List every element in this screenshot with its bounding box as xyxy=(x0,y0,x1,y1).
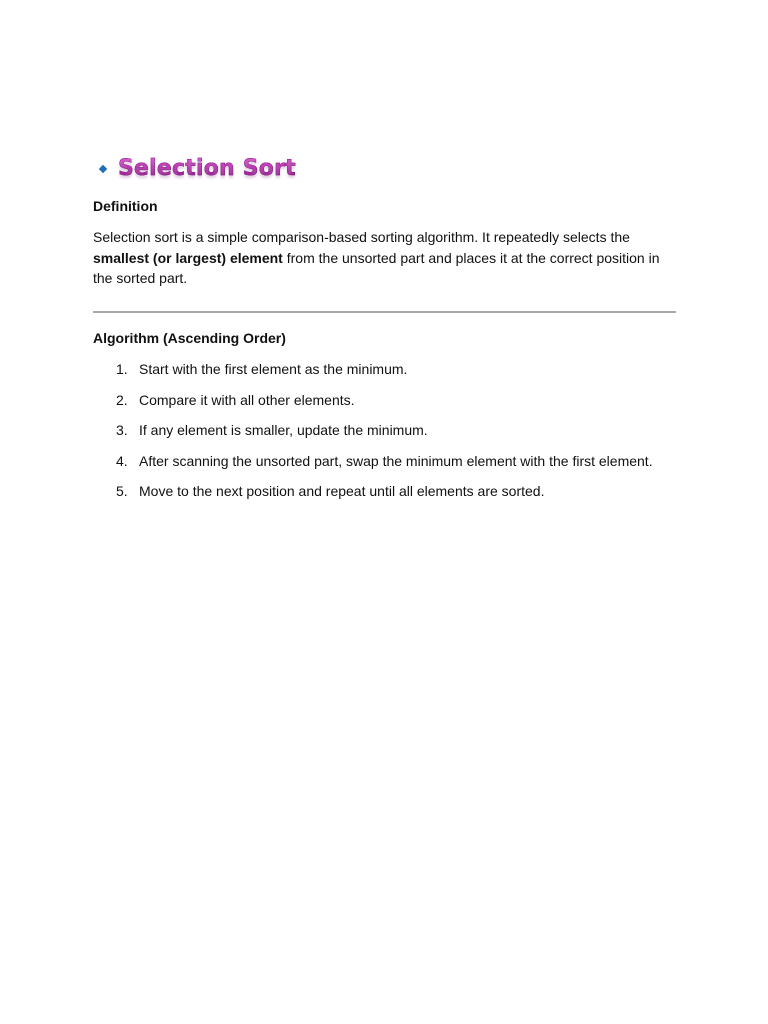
step-text: Compare it with all other elements. xyxy=(139,391,355,408)
step-number: 2. xyxy=(116,391,128,408)
definition-text-start: Selection sort is a simple comparison-based sorting algorithm. It repeatedly selects the xyxy=(93,229,630,245)
step-text: After scanning the unsorted part, swap the minimum element with the first element. xyxy=(139,452,653,469)
diamond-bullet-icon xyxy=(99,165,107,173)
horizontal-divider xyxy=(93,311,676,313)
step-number: 3. xyxy=(116,422,128,438)
list-item xyxy=(93,359,678,380)
step-number: 4. xyxy=(116,452,128,469)
definition-paragraph xyxy=(93,227,678,289)
list-item xyxy=(93,390,678,411)
definition-heading: Definition xyxy=(93,198,158,214)
step-number: 1. xyxy=(116,361,128,377)
section-heading xyxy=(99,151,296,187)
algorithm-steps-list xyxy=(93,359,678,512)
step-number: 5. xyxy=(116,483,128,499)
step-text: Start with the first element as the minimum. xyxy=(139,361,408,377)
page-title: Selection Sort xyxy=(118,155,296,181)
list-item xyxy=(93,420,678,441)
step-text: Move to the next position and repeat until all elements are sorted. xyxy=(139,483,545,499)
step-text: If any element is smaller, update the minimum. xyxy=(139,422,428,438)
algorithm-heading: Algorithm (Ascending Order) xyxy=(93,330,286,346)
definition-text-end: from the unsorted part and places it at the correct position in the sorted part. xyxy=(93,249,660,286)
definition-bold-text: smallest (or largest) element xyxy=(93,249,283,266)
list-item xyxy=(93,451,678,472)
list-item xyxy=(93,481,678,502)
